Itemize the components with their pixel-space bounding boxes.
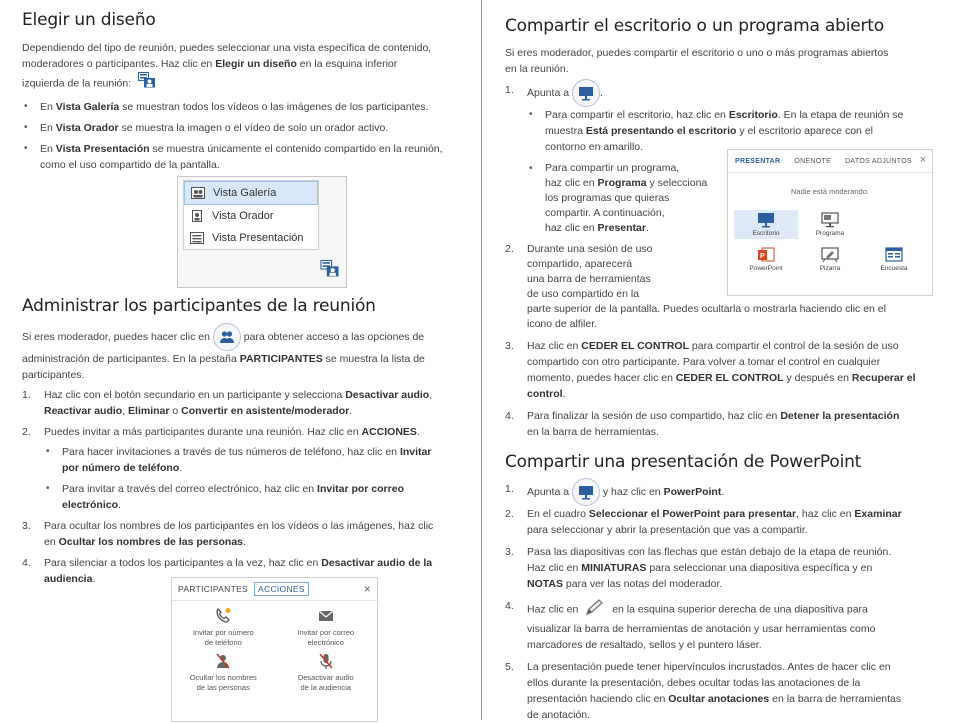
text: de anotación.	[527, 709, 591, 721]
bold-text: Presentar	[597, 222, 646, 234]
item-number: 3.	[505, 546, 514, 558]
text: .	[118, 499, 121, 511]
text: En el cuadro	[527, 508, 589, 520]
pen-annotation-icon[interactable]	[584, 598, 606, 621]
participants-button-icon[interactable]	[213, 323, 241, 351]
section-title-administrar: Administrar los participantes de la reunión	[22, 296, 376, 316]
bold-text: Examinar	[854, 508, 902, 520]
option-label: Escritorio	[752, 230, 780, 237]
text: en la esquina inferior	[296, 58, 398, 70]
text: compartido con otro participante. Para volver a tomar el control en cualquier	[527, 356, 881, 368]
option-label: Encuesta	[880, 265, 908, 272]
present-button-icon[interactable]	[572, 79, 600, 107]
text: de uso compartido en la	[527, 288, 640, 300]
powerpoint-steps-list	[505, 478, 935, 723]
text: Para silenciar a todos los participantes a la vez, haz clic en	[44, 557, 322, 569]
text: Desactivar audio	[297, 673, 354, 682]
text: Apunta a	[527, 485, 572, 498]
text: como el uso compartido de la pantalla.	[40, 159, 220, 171]
bold-text: Eliminar	[128, 405, 170, 417]
bold-text: Programa	[597, 177, 647, 189]
text: Para ocultar los nombres de los participantes en los vídeos o las imágenes, haz clic	[44, 520, 434, 532]
text: ,	[429, 389, 433, 401]
section-title-compartir-powerpoint: Compartir una presentación de PowerPoint	[505, 452, 862, 472]
item-number: 3.	[22, 520, 31, 532]
list-item	[527, 107, 935, 155]
present-options-grid	[728, 210, 932, 274]
list-item	[44, 444, 470, 476]
mute-mic-icon	[317, 652, 335, 670]
text: presentación haciendo clic en	[527, 693, 669, 705]
text: Para finalizar la sesión de uso compartido, haz clic en	[527, 410, 781, 422]
text: .	[645, 222, 649, 234]
text: en la barra de herramientas	[769, 693, 902, 705]
tab-acciones[interactable]: ACCIONES	[254, 582, 309, 596]
text: se muestra la lista de	[322, 353, 425, 365]
text: Haz clic en	[527, 603, 582, 616]
text: ellos durante la presentación, debes ocultar todas las anotaciones de la	[527, 677, 861, 689]
list-item	[505, 408, 935, 440]
participants-panel-screenshot	[171, 577, 378, 722]
item-number: 1.	[505, 483, 514, 495]
text: .	[179, 462, 183, 474]
bold-text: Ocultar anotaciones	[668, 693, 770, 705]
text: moderadores o participantes. Haz clic en	[22, 58, 216, 70]
sub-list	[44, 444, 470, 513]
text: La presentación puede tener hipervínculos incrustados. Antes de hacer clic en	[527, 661, 891, 673]
text: compartido, aparecerá	[527, 258, 633, 270]
text: para seleccionar y abrir la presentación que vas a compartir.	[527, 524, 808, 536]
text: parte superior de la pantalla. Puedes ocultarla o mostrarla haciendo clic en el	[527, 303, 886, 315]
item-number: 4.	[505, 600, 514, 612]
presentation-icon	[190, 232, 204, 244]
present-button-icon[interactable]	[572, 478, 600, 506]
program-icon	[821, 212, 839, 228]
text: y después en	[783, 372, 852, 384]
bold-text: NOTAS	[527, 578, 563, 590]
bold-text: Convertir en asistente/moderador	[181, 405, 350, 417]
option-label: Programa	[815, 230, 845, 237]
text: Haz clic con el botón secundario en un participante y selecciona	[44, 389, 346, 401]
text: Apunta a	[527, 86, 572, 99]
text: para seleccionar una diapositiva específica y en	[646, 562, 873, 574]
phone-invite-icon	[214, 607, 232, 625]
text: participantes.	[22, 369, 85, 381]
bold-text: Desactivar audio	[345, 389, 430, 401]
bold-text: Desactivar audio de la	[321, 557, 433, 569]
text: ,	[122, 405, 129, 417]
column-divider	[481, 0, 482, 720]
text: haz clic en	[545, 222, 598, 234]
bold-text: control	[527, 388, 563, 400]
text: para ver las notas del moderador.	[562, 578, 723, 590]
text: Si eres moderador, puedes compartir el escritorio o uno o más programas abiertos	[505, 47, 889, 59]
option-label: PowerPoint	[749, 265, 783, 272]
bold-text: Seleccionar el PowerPoint para presentar	[588, 508, 797, 520]
text: se muestra la imagen o el vídeo de solo un orador activo.	[118, 122, 389, 134]
bold-text: Invitar por correo	[317, 483, 404, 495]
list-item	[505, 659, 935, 723]
menu-item-label: Vista Orador	[212, 210, 274, 222]
text: .	[92, 573, 96, 585]
layout-options-list	[22, 99, 470, 173]
text: una barra de herramientas	[527, 273, 651, 285]
paragraph	[505, 61, 935, 77]
text: Para invitar a través del correo electrónico, haz clic en	[62, 483, 318, 495]
participants-tabs	[172, 578, 377, 601]
text: icono de alfiler.	[527, 318, 598, 330]
bold-text: Escritorio	[728, 109, 778, 121]
present-option-pizarra[interactable]	[798, 245, 862, 274]
section-body-compartir-powerpoint	[505, 478, 935, 723]
text: Si eres moderador, puedes hacer clic en	[22, 330, 213, 343]
text: Ocultar los nombres	[189, 673, 257, 682]
text: , haz clic en	[796, 508, 855, 520]
list-item	[505, 478, 935, 506]
paragraph	[22, 56, 470, 72]
section-title-elegir-diseno: Elegir un diseño	[22, 10, 156, 30]
bold-text: MINIATURAS	[581, 562, 647, 574]
list-item	[22, 99, 470, 115]
present-option-encuesta[interactable]	[862, 245, 926, 274]
text: en la esquina superior derecha de una diapositiva para	[609, 603, 868, 616]
text: En	[40, 143, 56, 155]
text: para compartir el control de la sesión de uso	[689, 340, 899, 352]
list-item	[505, 598, 935, 653]
menu-item-vista-presentacion[interactable]	[184, 227, 318, 249]
text: Invitar por correo	[297, 628, 355, 637]
present-option-empty	[862, 210, 926, 239]
list-item	[22, 120, 470, 136]
text: en la barra de herramientas.	[527, 426, 659, 438]
poll-icon	[885, 247, 903, 263]
svg-text:P: P	[760, 253, 765, 260]
layout-icon	[138, 72, 156, 95]
text: se muestra únicamente el contenido compartido en la reunión,	[149, 143, 443, 155]
text: En	[40, 122, 56, 134]
bold-text: Recuperar el	[851, 372, 916, 384]
text: compartir. A continuación,	[545, 207, 665, 219]
text: de las personas	[196, 683, 250, 692]
text: en la reunión.	[505, 63, 569, 75]
item-number: 1.	[22, 389, 31, 401]
text: los programas que quieras	[545, 192, 670, 204]
bold-text: PowerPoint	[663, 485, 722, 498]
list-item	[505, 506, 935, 538]
text: .	[243, 536, 246, 548]
bold-text: PARTICIPANTES	[239, 353, 323, 365]
text: y el escritorio aparece con el	[736, 125, 873, 137]
option-label: Pizarra	[819, 265, 841, 272]
text: marcadores de resaltado, sellos y el puntero láser.	[527, 639, 762, 651]
present-tabs	[728, 150, 932, 173]
text: en	[44, 536, 59, 548]
text: momento, puedes hacer clic en	[527, 372, 676, 384]
text: haz clic en	[545, 177, 598, 189]
text: visualizar la barra de herramientas de anotación y usar herramientas como	[527, 623, 876, 635]
text: muestra	[545, 125, 586, 137]
close-icon[interactable]: ×	[919, 154, 926, 166]
text: .	[416, 426, 420, 438]
text: Pasa las diapositivas con las flechas que están debajo de la etapa de reunión.	[527, 546, 892, 558]
bold-text: CEDER EL CONTROL	[675, 372, 784, 384]
powerpoint-icon	[757, 247, 775, 263]
invite-by-email-action[interactable]	[275, 607, 378, 648]
bold-text: ACCIONES	[361, 426, 417, 438]
email-icon	[317, 607, 335, 625]
paragraph	[22, 72, 470, 95]
text: para obtener acceso a las opciones de	[240, 330, 425, 343]
tab-participantes[interactable]: PARTICIPANTES	[178, 584, 249, 594]
hide-names-action[interactable]	[172, 652, 275, 693]
text: .	[599, 86, 603, 99]
text: y selecciona	[646, 177, 708, 189]
paragraph	[22, 323, 470, 351]
text: izquierda de la reunión:	[22, 77, 132, 90]
item-number: 4.	[505, 410, 514, 422]
text: Para hacer invitaciones a través de tus números de teléfono, haz clic en	[62, 446, 400, 458]
layout-button-icon[interactable]	[320, 260, 340, 282]
present-option-escritorio[interactable]	[734, 210, 798, 239]
text: Invitar por número	[192, 628, 254, 637]
present-option-powerpoint[interactable]	[734, 245, 798, 274]
menu-item-vista-orador[interactable]	[184, 205, 318, 227]
speaker-icon	[190, 210, 204, 222]
bold-text: por número de teléfono	[62, 462, 180, 474]
item-number: 2.	[22, 426, 31, 438]
tab-presentar[interactable]: PRESENTAR	[735, 157, 781, 165]
text: .	[562, 388, 566, 400]
layout-menu	[183, 180, 319, 250]
paragraph	[505, 45, 935, 61]
paragraph	[22, 351, 470, 367]
layout-menu-screenshot	[177, 176, 347, 288]
text: Haz clic en	[527, 562, 582, 574]
whiteboard-icon	[821, 247, 839, 263]
menu-item-label: Vista Galería	[213, 187, 277, 199]
bold-text: Vista Galería	[55, 101, 120, 113]
item-number: 5.	[505, 661, 514, 673]
text: de teléfono	[204, 638, 242, 647]
bold-text: Reactivar audio	[44, 405, 123, 417]
text: Puedes invitar a más participantes durante una reunión. Haz clic en	[44, 426, 362, 438]
present-panel-screenshot	[727, 149, 933, 296]
menu-item-vista-galeria[interactable]	[184, 181, 318, 205]
text: contorno en amarillo.	[545, 141, 644, 153]
gallery-icon	[191, 187, 205, 199]
bold-text: Ocultar los nombres de las personas	[58, 536, 244, 548]
bold-text: Vista Presentación	[55, 143, 150, 155]
close-icon[interactable]: ×	[363, 582, 371, 596]
moderator-status: Nadie está moderando.	[791, 187, 869, 196]
bold-text: electrónico	[62, 499, 119, 511]
bold-text: Elegir un diseño	[215, 58, 297, 70]
menu-item-label: Vista Presentación	[212, 232, 304, 244]
participants-steps-list	[22, 387, 470, 587]
list-item	[22, 518, 470, 550]
list-item	[505, 544, 935, 592]
text: Haz clic en	[527, 340, 582, 352]
bold-text: Detener la presentación	[780, 410, 900, 422]
text: de la audiencia	[300, 683, 351, 692]
text: Para compartir un programa,	[545, 162, 680, 174]
text: Dependiendo del tipo de reunión, puedes seleccionar una vista específica de contenido,	[22, 42, 432, 54]
list-item	[22, 387, 470, 419]
text: .	[349, 405, 353, 417]
list-item	[22, 424, 470, 513]
text: Durante una sesión de uso	[527, 243, 653, 255]
text: Para compartir el escritorio, haz clic en	[545, 109, 729, 121]
paragraph	[22, 40, 470, 56]
text: se muestran todos los vídeos o las imágenes de los participantes.	[119, 101, 429, 113]
list-item	[44, 481, 470, 513]
desktop-icon	[757, 212, 775, 228]
bold-text: CEDER EL CONTROL	[581, 340, 690, 352]
tab-datos-adjuntos[interactable]: DATOS ADJUNTOS	[845, 157, 912, 165]
text: .	[721, 485, 725, 498]
list-item	[505, 338, 935, 402]
item-number: 4.	[22, 557, 31, 569]
invite-by-phone-action[interactable]	[172, 607, 275, 648]
bold-text: audiencia	[44, 573, 93, 585]
text: electrónico	[307, 638, 344, 647]
hide-names-icon	[214, 652, 232, 670]
item-number: 1.	[505, 84, 514, 96]
section-title-compartir-escritorio: Compartir el escritorio o un programa abierto	[505, 16, 884, 36]
item-number: 3.	[505, 340, 514, 352]
text: . En la etapa de reunión se	[777, 109, 904, 121]
section-administrar-participantes	[22, 296, 470, 587]
section-body-elegir-diseno	[22, 40, 470, 173]
text: En	[40, 101, 56, 113]
tab-onenote[interactable]: ONENOTE	[794, 157, 832, 165]
item-number: 2.	[505, 243, 514, 255]
bold-text: Vista Orador	[55, 122, 119, 134]
text: o	[169, 405, 182, 417]
actions-grid	[172, 601, 377, 693]
present-option-programa[interactable]	[798, 210, 862, 239]
text: administración de participantes. En la pestaña	[22, 353, 240, 365]
bold-text: Está presentando el escritorio	[585, 125, 737, 137]
mute-audience-action[interactable]	[275, 652, 378, 693]
text: y haz clic en	[599, 485, 664, 498]
list-item	[22, 141, 470, 173]
paragraph	[22, 367, 470, 383]
bold-text: Invitar	[399, 446, 432, 458]
item-number: 2.	[505, 508, 514, 520]
